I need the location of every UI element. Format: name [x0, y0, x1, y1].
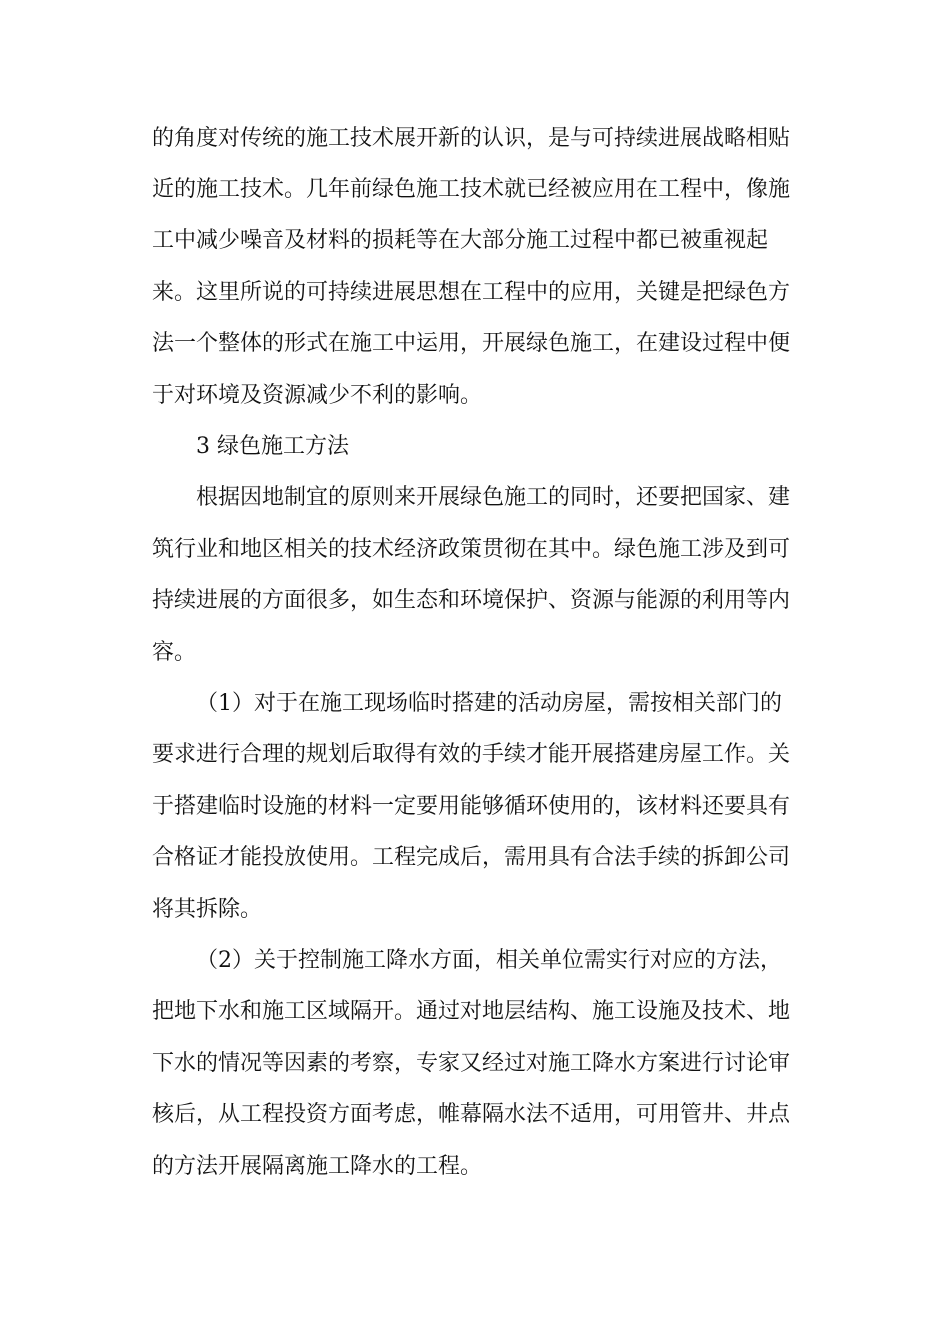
paragraph-3-line-2: 要求进行合理的规划后取得有效的手续才能开展搭建房屋工作。关 — [152, 742, 791, 767]
paragraph-1-line-4: 来。这里所说的可持续进展思想在工程中的应用，关键是把绿色方 — [152, 280, 791, 305]
paragraph-3-line-4: 合格证才能投放使用。工程完成后，需用具有合法手续的拆卸公司 — [152, 845, 791, 870]
paragraph-2-line-4: 容。 — [152, 640, 197, 665]
paragraph-4-line-3: 下水的情况等因素的考察，专家又经过对施工降水方案进行讨论审 — [152, 1051, 791, 1076]
paragraph-2-line-2: 筑行业和地区相关的技术经济政策贯彻在其中。绿色施工涉及到可 — [152, 537, 791, 562]
paragraph-4-line-5: 的方法开展隔离施工降水的工程。 — [152, 1154, 483, 1179]
section-heading: 3 绿色施工方法 — [196, 434, 349, 459]
paragraph-1-line-3: 工中减少噪音及材料的损耗等在大部分施工过程中都已被重视起 — [152, 228, 769, 253]
paragraph-3-line-5: 将其拆除。 — [152, 897, 263, 922]
paragraph-3-line-3: 于搭建临时设施的材料一定要用能够循环使用的，该材料还要具有 — [152, 794, 791, 819]
paragraph-1-line-2: 近的施工技术。几年前绿色施工技术就已经被应用在工程中，像施 — [152, 177, 791, 202]
paragraph-2-line-3: 持续进展的方面很多，如生态和环境保护、资源与能源的利用等内 — [152, 588, 791, 613]
paragraph-4-line-4: 核后，从工程投资方面考虑，帷幕隔水法不适用，可用管井、井点 — [152, 1102, 791, 1127]
paragraph-4-line-1: （2）关于控制施工降水方面，相关单位需实行对应的方法， — [196, 948, 782, 973]
paragraph-1-line-6: 于对环境及资源减少不利的影响。 — [152, 383, 483, 408]
paragraph-2-line-1: 根据因地制宜的原则来开展绿色施工的同时，还要把国家、建 — [196, 485, 791, 510]
paragraph-4-line-2: 把地下水和施工区域隔开。通过对地层结构、施工设施及技术、地 — [152, 999, 791, 1024]
paragraph-1-line-5: 法一个整体的形式在施工中运用，开展绿色施工，在建设过程中便 — [152, 331, 791, 356]
paragraph-1-line-1: 的角度对传统的施工技术展开新的认识，是与可持续进展战略相贴 — [152, 126, 791, 151]
paragraph-3-line-1: （1）对于在施工现场临时搭建的活动房屋，需按相关部门的 — [196, 691, 782, 716]
